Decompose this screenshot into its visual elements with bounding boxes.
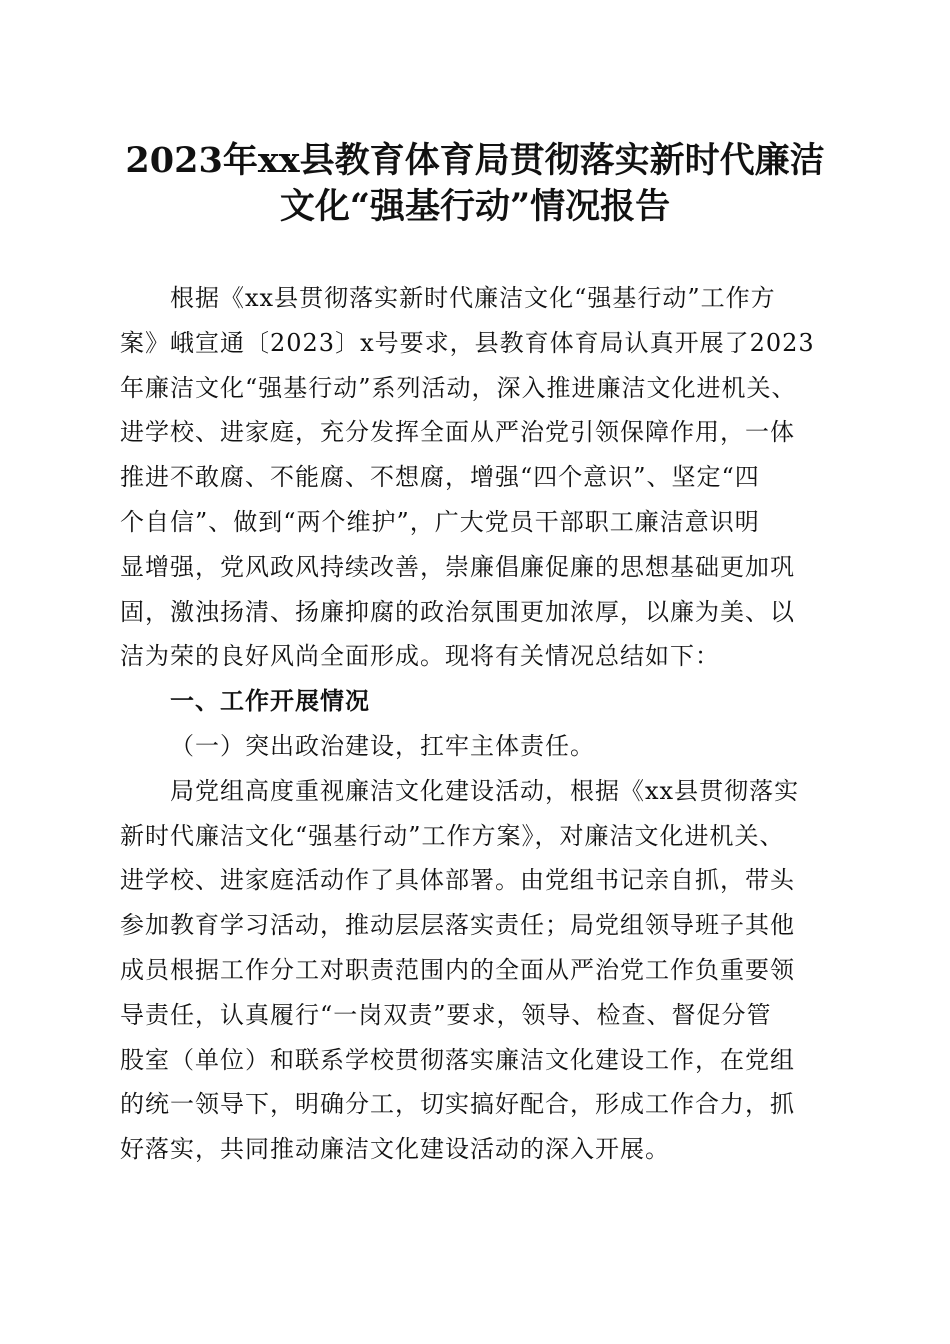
document-title [110, 138, 840, 230]
subsection-heading: （一）突出政治建设，扛牢主体责任。 [170, 731, 595, 760]
paragraph-line: 年廉洁文化“强基行动”系列活动，深入推进廉洁文化进机关、 [120, 373, 797, 402]
paragraph-line: 局党组高度重视廉洁文化建设活动，根据《xx县贯彻落实 [170, 776, 800, 805]
paragraph-line: 导责任，认真履行“一岗双责”要求，领导、检查、督促分管 [120, 1000, 772, 1029]
paragraph-line: 固，激浊扬清、扬廉抑腐的政治氛围更加浓厚，以廉为美、以 [120, 597, 795, 626]
title-line: 文化“强基行动”情况报告 [279, 186, 671, 227]
paragraph-line: 进学校、进家庭活动作了具体部署。由党组书记亲自抓，带头 [120, 866, 795, 895]
paragraph-line: 显增强，党风政风持续改善，崇廉倡廉促廉的思想基础更加巩 [120, 552, 795, 581]
paragraph-line: 好落实，共同推动廉洁文化建设活动的深入开展。 [120, 1135, 670, 1164]
paragraph-line: 推进不敢腐、不能腐、不想腐，增强“四个意识”、坚定“四 [120, 463, 760, 492]
paragraph-line: 进学校、进家庭，充分发挥全面从严治党引领保障作用，一体 [120, 418, 795, 447]
paragraph-line: 的统一领导下，明确分工，切实搞好配合，形成工作合力，抓 [120, 1090, 795, 1119]
paragraph-line: 案》峨宣通〔2023〕x号要求，县教育体育局认真开展了2023 [120, 328, 815, 357]
paragraph-line: 洁为荣的良好风尚全面形成。现将有关情况总结如下： [120, 642, 720, 671]
title-line: 2023年xx县教育体育局贯彻落实新时代廉洁 [125, 140, 825, 181]
paragraph-line: 股室（单位）和联系学校贯彻落实廉洁文化建设工作，在党组 [120, 1045, 795, 1074]
paragraph-line: 成员根据工作分工对职责范围内的全面从严治党工作负重要领 [120, 955, 795, 984]
paragraph-line: 根据《xx县贯彻落实新时代廉洁文化“强基行动”工作方 [170, 284, 776, 312]
paragraph-line: 个自信”、做到“两个维护”，广大党员干部职工廉洁意识明 [120, 507, 760, 536]
document-body [120, 276, 825, 1172]
paragraph-line: 新时代廉洁文化“强基行动”工作方案》，对廉洁文化进机关、 [120, 821, 785, 850]
paragraph-line: 参加教育学习活动，推动层层落实责任；局党组领导班子其他 [120, 911, 795, 940]
section-heading: 一、工作开展情况 [170, 687, 370, 716]
